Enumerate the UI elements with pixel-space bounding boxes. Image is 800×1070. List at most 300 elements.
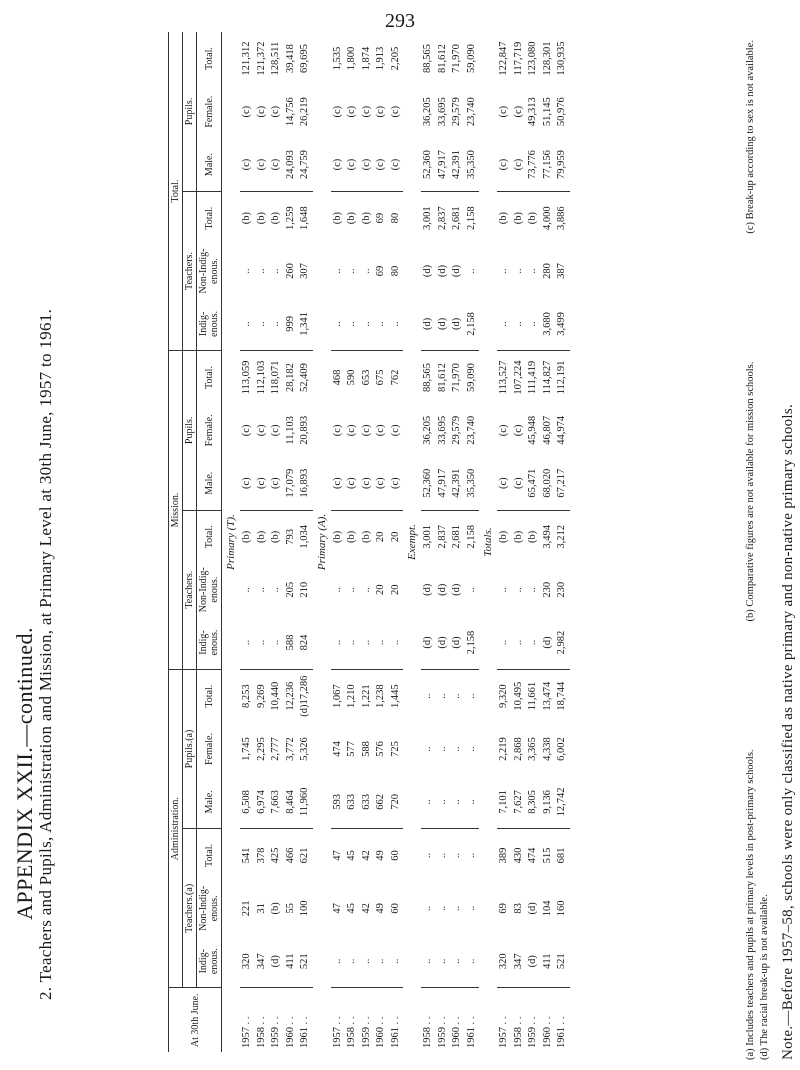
table-cell: .. [422, 905, 433, 911]
table-cell: 6,002 [556, 737, 567, 761]
table-cell: 23,740 [465, 415, 477, 445]
table-cell: 474 [331, 741, 343, 757]
table-cell: 1,800 [346, 46, 357, 71]
table-cell: 3,772 [284, 737, 296, 761]
table-cell: 2,868 [512, 737, 524, 761]
table-cell: (c) [360, 105, 372, 118]
table-cell: 122,847 [498, 41, 509, 76]
table-cell: .. [331, 616, 346, 669]
table-cell: (c) [269, 457, 284, 510]
table-cell: (c) [240, 457, 255, 510]
table-cell: 18,744 [556, 681, 567, 711]
header-total-pupils: Pupils. [183, 32, 197, 191]
table-cell: 1,535 [331, 46, 343, 71]
table-cell: 35,350 [465, 457, 480, 510]
table-cell: 3,680 [541, 298, 556, 351]
table-cell: 1,067 [331, 684, 343, 708]
table-cell: 12,742 [555, 776, 570, 829]
year-cell: 1961 . . [465, 1016, 477, 1048]
table-cell: 23,740 [465, 97, 477, 127]
table-cell: .. [498, 587, 509, 593]
table-row [512, 32, 527, 1052]
table-cell: 24,093 [284, 138, 299, 191]
table-cell: (b) [255, 212, 267, 225]
table-cell: 77,156 [541, 138, 556, 191]
table-cell: (c) [346, 105, 357, 118]
table-cell: 71,970 [451, 363, 462, 392]
table-cell: 347 [512, 935, 527, 988]
table-cell: 307 [299, 263, 310, 279]
table-row [555, 32, 570, 1052]
table-cell: 44,974 [556, 415, 567, 445]
table-cell: (d) [450, 298, 465, 351]
table-cell: (d) [451, 264, 462, 278]
table-cell: (d) [436, 583, 448, 596]
table-cell: 2,158 [465, 206, 477, 230]
table-cell: 113,527 [498, 360, 509, 395]
table-cell: (c) [255, 138, 270, 191]
table-cell: .. [422, 693, 433, 699]
table-cell: (d) [436, 264, 448, 278]
table-cell: 20 [375, 584, 386, 595]
table-cell: (c) [498, 105, 509, 118]
table-cell: (c) [512, 424, 524, 437]
table-cell: (d) [422, 264, 433, 278]
page-number: 293 [385, 10, 415, 32]
table-cell: 117,719 [512, 41, 524, 76]
footnote-c: (c) Break-up according to sex is not available. [745, 40, 756, 234]
table-cell: 1,913 [375, 46, 386, 71]
table-cell: 10,495 [512, 681, 524, 711]
table-cell: 3,365 [527, 737, 538, 761]
table-cell: .. [436, 852, 448, 859]
table-cell: .. [436, 746, 448, 752]
table-cell: .. [436, 776, 451, 829]
table-row [255, 32, 270, 1052]
table-cell: 83 [512, 903, 524, 914]
table-cell: 6,974 [255, 776, 270, 829]
table-cell: 42 [360, 903, 372, 914]
table-cell: 389 [498, 847, 509, 864]
table-cell: 128,511 [270, 41, 281, 76]
table-cell: 47,917 [436, 138, 451, 191]
table-row [541, 32, 556, 1052]
table-cell: (b) [346, 212, 357, 225]
table-row [389, 32, 404, 1052]
table-cell: (c) [270, 424, 281, 437]
table-cell: (c) [497, 138, 512, 191]
table-cell: (b) [512, 212, 524, 225]
table-cell: (c) [270, 105, 281, 118]
header-admin-teachers: Teachers.(a) [183, 829, 197, 988]
table-cell: .. [374, 935, 389, 988]
table-cell: 593 [331, 776, 346, 829]
table-cell: 81,612 [436, 44, 448, 74]
table-cell: (d) [422, 583, 433, 596]
table-cell: (d) [269, 935, 284, 988]
table-cell: 425 [270, 847, 281, 864]
year-cell: 1961 . . [299, 1016, 310, 1048]
table-cell: 50,976 [556, 97, 567, 127]
table-cell: .. [389, 616, 404, 669]
table-cell: .. [451, 693, 462, 699]
table-cell: .. [255, 298, 270, 351]
table-cell: .. [451, 905, 462, 911]
table-row [436, 32, 451, 1052]
table-cell: 205 [284, 581, 296, 598]
table-cell: .. [526, 616, 541, 669]
table-cell: 466 [284, 847, 296, 864]
table-cell: 20 [375, 531, 386, 543]
table-cell: .. [465, 905, 477, 911]
table-cell: 378 [255, 847, 267, 864]
table-cell: .. [497, 298, 512, 351]
table-cell: 60 [389, 903, 401, 914]
table-cell: 88,565 [422, 363, 433, 392]
table-cell: 1,745 [241, 737, 252, 761]
year-cell: 1960 . . [541, 1016, 553, 1048]
table-cell: .. [422, 746, 433, 752]
table-cell: 35,350 [465, 138, 480, 191]
table-cell: 577 [346, 741, 357, 757]
table-cell: .. [450, 935, 465, 988]
table-cell: 2,982 [555, 616, 570, 669]
table-cell: 81,612 [436, 363, 448, 392]
table-cell: 112,191 [556, 360, 567, 395]
table-row [450, 32, 465, 1052]
table-cell: 52,360 [421, 457, 436, 510]
table-cell: 24,759 [298, 138, 313, 191]
table-cell: 588 [360, 741, 372, 757]
footnotes [744, 40, 772, 1060]
year-cell: 1958 . . [422, 1016, 433, 1048]
table-cell: (d) [541, 616, 556, 669]
table-cell: 1,259 [284, 206, 296, 230]
table-cell: (b) [527, 212, 538, 225]
table-cell: .. [498, 268, 509, 274]
table-cell: 681 [556, 847, 567, 864]
table-cell: 71,970 [451, 44, 462, 74]
table-cell: 474 [527, 847, 538, 864]
table-cell: 100 [299, 900, 310, 917]
year-cell: 1957 . . [331, 1016, 343, 1048]
table-cell: .. [270, 268, 281, 274]
table-cell: 280 [541, 263, 553, 279]
table-cell: (c) [360, 457, 375, 510]
table-row [345, 32, 360, 1052]
table-cell: (b) [241, 530, 252, 543]
table-cell: (b) [270, 530, 281, 543]
table-cell: .. [389, 298, 404, 351]
section-label: Primary (A). [315, 513, 328, 571]
table-cell: 3,001 [422, 206, 433, 230]
table-cell: .. [360, 935, 375, 988]
section-row [222, 32, 241, 1052]
table-cell: 36,205 [422, 97, 433, 127]
table-cell: (c) [255, 457, 270, 510]
table-cell: .. [345, 298, 360, 351]
table-cell: 675 [375, 369, 386, 386]
footnote-a: (a) Includes teachers and pupils at primary levels in post-primary schools. [745, 749, 756, 1060]
table-cell: .. [241, 587, 252, 593]
header-total-col: Total. [203, 47, 215, 71]
table-cell: (c) [269, 138, 284, 191]
table-cell: .. [436, 935, 451, 988]
year-cell: 1958 . . [255, 1016, 267, 1048]
table-cell: (b) [270, 902, 281, 915]
year-cell: 1960 . . [284, 1016, 296, 1048]
table-cell: 2,837 [436, 525, 448, 549]
table-cell: 1,648 [299, 206, 310, 230]
table-cell: (b) [331, 530, 343, 543]
footnote-d: (d) The racial break-up is not available. [759, 894, 770, 1060]
table-cell: 67,217 [555, 457, 570, 510]
table-cell: 1,874 [360, 46, 372, 71]
table-cell: 468 [331, 369, 343, 386]
table-cell: (c) [389, 424, 401, 437]
table-cell: 69 [498, 903, 509, 914]
table-cell: (c) [360, 138, 375, 191]
table-cell: 42,391 [450, 138, 465, 191]
table-cell: (c) [345, 138, 360, 191]
table-cell: 12,236 [284, 681, 296, 711]
year-cell: 1959 . . [360, 1016, 372, 1048]
year-cell: 1959 . . [270, 1016, 281, 1048]
table-cell: 347 [255, 935, 270, 988]
table-cell: 17,079 [284, 457, 299, 510]
table-cell: .. [512, 298, 527, 351]
appendix-heading: APPENDIX XXII.—continued. [12, 627, 37, 920]
table-cell: (b) [241, 212, 252, 225]
table-cell: .. [360, 587, 372, 593]
table-cell: (d)17,286 [299, 675, 310, 717]
table-cell: 68,020 [541, 457, 556, 510]
table-cell: 39,418 [284, 44, 296, 74]
table-cell: .. [269, 616, 284, 669]
table-cell: 9,136 [541, 776, 556, 829]
table-cell: .. [346, 587, 357, 593]
table-cell: 621 [299, 847, 310, 864]
table-cell: .. [436, 905, 448, 911]
table-cell: .. [527, 587, 538, 593]
table-cell: 7,663 [269, 776, 284, 829]
table-cell: .. [270, 587, 281, 593]
table-cell: 73,776 [526, 138, 541, 191]
table-cell: (c) [331, 138, 346, 191]
table-cell: (c) [375, 424, 386, 437]
table-cell: 230 [556, 581, 567, 598]
header-male: Male. [197, 457, 222, 510]
table-cell: 28,182 [284, 363, 296, 392]
table-cell: 88,565 [422, 44, 433, 74]
year-cell: 1961 . . [389, 1016, 401, 1048]
table-cell: .. [512, 587, 524, 593]
table-cell: 7,627 [512, 776, 527, 829]
table-row [526, 32, 541, 1052]
table-cell: (c) [389, 457, 404, 510]
table-cell: 29,579 [451, 415, 462, 445]
table-cell: .. [240, 616, 255, 669]
data-table [168, 32, 570, 1052]
table-cell: .. [421, 776, 436, 829]
table-cell: (b) [360, 530, 372, 543]
table-cell: 3,001 [422, 525, 433, 549]
table-cell: .. [331, 298, 346, 351]
table-cell: 114,827 [541, 360, 553, 395]
table-cell: 824 [298, 616, 313, 669]
table-cell: (d) [526, 935, 541, 988]
table-cell: 411 [284, 935, 299, 988]
table-cell: (c) [255, 424, 267, 437]
table-cell: 3,212 [556, 525, 567, 549]
table-cell: 762 [389, 369, 401, 386]
table-cell: (c) [497, 457, 512, 510]
header-mission-teachers: Teachers. [183, 510, 197, 669]
table-cell: 42 [360, 850, 372, 861]
header-total-col: Total. [203, 206, 215, 230]
table-cell: .. [255, 587, 267, 593]
table-cell: .. [465, 852, 477, 859]
table-cell: .. [345, 616, 360, 669]
table-cell: .. [512, 268, 524, 274]
table-row [269, 32, 284, 1052]
table-cell: 80 [389, 212, 401, 224]
table-cell: (b) [270, 212, 281, 225]
table-cell: (c) [375, 105, 386, 118]
header-female: Female. [203, 95, 215, 128]
note: Note.—Before 1957–58, schools were only classified as native primary and non-native primary schools. [780, 403, 796, 1060]
table-cell: 521 [555, 935, 570, 988]
table-cell: 69 [375, 265, 386, 277]
table-cell: (c) [389, 105, 401, 118]
table-cell: .. [526, 298, 541, 351]
section-label: Exempt. [406, 524, 418, 560]
table-cell: 2,681 [451, 525, 462, 549]
table-cell: 160 [556, 900, 567, 917]
table-cell: (c) [255, 105, 267, 118]
table-cell: 121,372 [255, 41, 267, 76]
table-cell: 430 [512, 847, 524, 864]
table-cell: 11,661 [527, 681, 538, 711]
table-cell: 2,837 [436, 206, 448, 230]
table-cell: 20 [389, 584, 401, 595]
table-cell: .. [331, 587, 343, 593]
table-cell: 111,419 [527, 360, 538, 395]
footnote-b: (b) Comparative figures are not available for mission schools. [745, 361, 756, 622]
table-cell: .. [360, 268, 372, 274]
table-cell: 52,360 [421, 138, 436, 191]
header-female: Female. [203, 733, 215, 765]
table-cell: 1,238 [375, 684, 386, 708]
table-cell: .. [269, 298, 284, 351]
header-nonindig: Non-Indig-enous. [198, 885, 220, 931]
table-cell: (b) [255, 530, 267, 543]
table-body [222, 32, 570, 1052]
table-cell: (b) [346, 530, 357, 543]
year-cell: 1961 . . [556, 1016, 567, 1048]
header-mission-pupils: Pupils. [183, 351, 197, 510]
table-cell: 20,893 [299, 415, 310, 445]
table-cell: .. [451, 746, 462, 752]
table-cell: 113,059 [241, 360, 252, 395]
table-cell: 2,681 [451, 206, 462, 230]
header-year: At 30th June. [169, 988, 222, 1052]
table-cell: (c) [512, 457, 527, 510]
table-cell: .. [255, 268, 267, 274]
table-cell: .. [465, 935, 480, 988]
table-cell: 541 [241, 847, 252, 864]
header-nonindig: Non-Indig-enous. [198, 567, 220, 613]
year-cell: 1958 . . [512, 1016, 524, 1048]
header-indig: Indig-enous. [197, 935, 222, 988]
table-cell: (d) [527, 902, 538, 915]
table-row [284, 32, 299, 1052]
data-table-container [168, 32, 758, 1052]
table-cell: .. [497, 616, 512, 669]
table-cell: (c) [512, 105, 524, 118]
table-cell: .. [512, 616, 527, 669]
table-cell: .. [240, 298, 255, 351]
table-row [331, 32, 346, 1052]
table-cell: 16,893 [298, 457, 313, 510]
table-cell: 112,103 [255, 360, 267, 395]
table-cell: 5,326 [299, 737, 310, 761]
table-cell: 633 [360, 776, 375, 829]
table-cell: 20 [389, 531, 401, 543]
table-cell: 13,474 [541, 681, 553, 711]
table-cell: 42,391 [450, 457, 465, 510]
table-cell: 104 [541, 900, 553, 917]
table-cell: 47,917 [436, 457, 451, 510]
table-cell: .. [241, 268, 252, 274]
header-nonindig: Non-Indig-enous. [198, 248, 220, 294]
table-cell: 60 [389, 850, 401, 861]
table-cell: 320 [240, 935, 255, 988]
table-cell: (d) [421, 616, 436, 669]
header-female: Female. [203, 414, 215, 447]
table-cell: 69,695 [299, 44, 310, 74]
table-cell: 59,090 [465, 44, 477, 74]
table-cell: 59,090 [465, 363, 477, 392]
table-cell: (c) [331, 457, 346, 510]
table-cell: 2,777 [270, 737, 281, 761]
table-cell: 260 [284, 263, 296, 279]
table-cell: 999 [284, 298, 299, 351]
table-cell: 387 [556, 263, 567, 279]
section-label: Primary (T). [225, 514, 237, 570]
table-cell: 210 [299, 581, 310, 598]
table-cell: .. [360, 616, 375, 669]
header-total-col: Total. [203, 684, 215, 708]
table-cell: 221 [241, 900, 252, 917]
table-cell: 3,499 [555, 298, 570, 351]
table-row [240, 32, 255, 1052]
table-cell: (c) [345, 457, 360, 510]
table-cell: .. [421, 935, 436, 988]
table-cell: .. [465, 776, 480, 829]
table-cell: (c) [346, 424, 357, 437]
table-cell: 588 [284, 616, 299, 669]
table-cell: 720 [389, 776, 404, 829]
table-cell: .. [389, 935, 404, 988]
table-cell: 521 [298, 935, 313, 988]
table-cell: .. [345, 935, 360, 988]
table-cell: 230 [541, 581, 553, 598]
table-cell: 4,000 [541, 206, 553, 230]
table-title: 2. Teachers and Pupils, Administration and Mission, at Primary Level at 30th June, 1957 to 1961. [36, 308, 55, 1000]
table-cell: (c) [241, 105, 252, 118]
table-cell: 1,341 [298, 298, 313, 351]
